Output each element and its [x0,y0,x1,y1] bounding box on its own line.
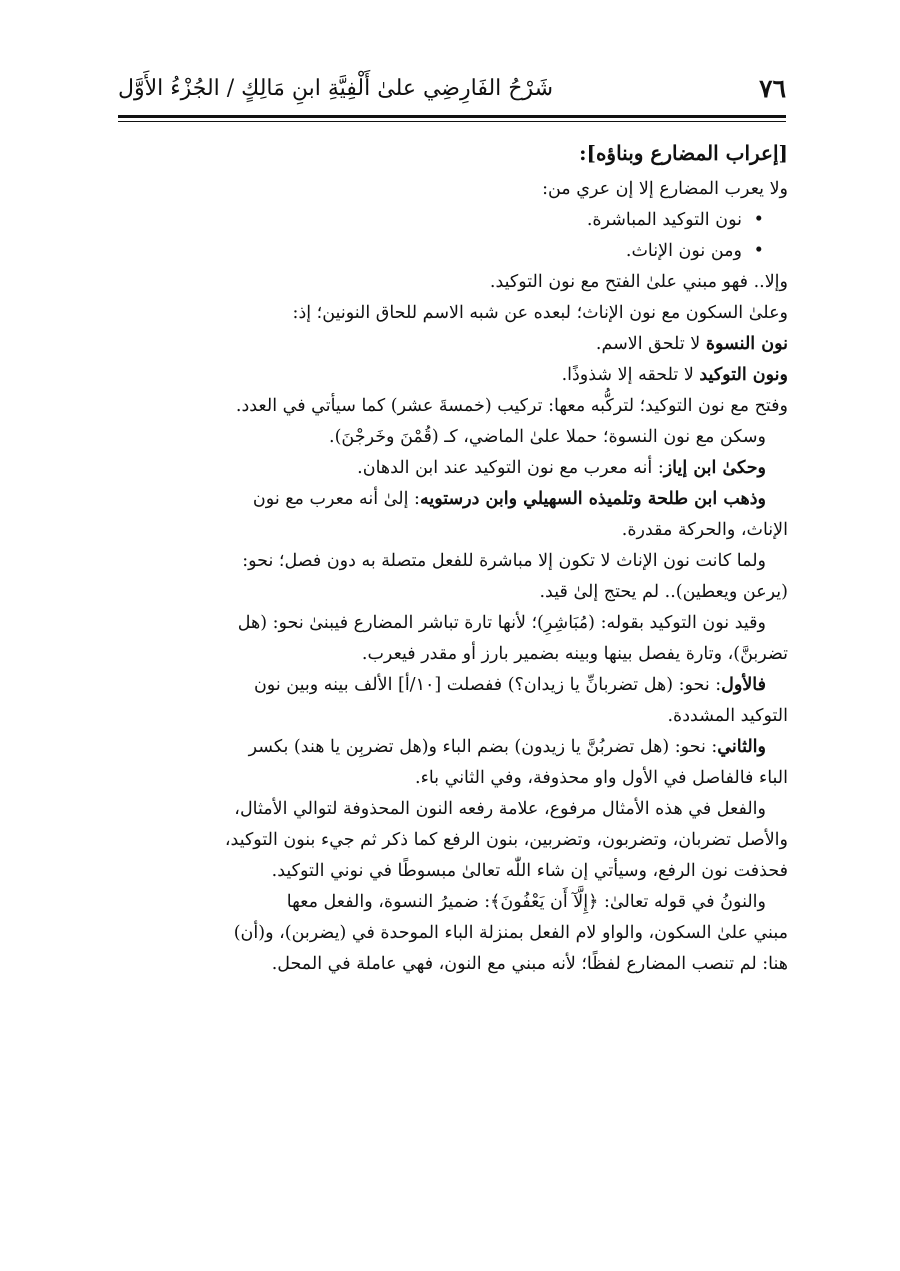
text-line [110,670,788,701]
text-line [110,546,788,577]
line-text: : إلىٰ أنه معرب مع نون [252,489,420,509]
bold-term: وحكىٰ ابن إياز [663,458,766,478]
line-text: لا تلحقه إلا شذوذًا. [561,365,700,385]
line-text: الباء فالفاصل في الأول واو محذوفة، وفي الثاني باء. [415,768,788,788]
line-text: ولما كانت نون الإناث لا تكون إلا مباشرة للفعل متصلة به دون فصل؛ نحو: [242,551,766,571]
text-line [110,329,788,360]
line-text: (يرعن ويعطين).. لم يحتج إلىٰ قيد. [539,582,788,602]
text-line [110,577,788,608]
text-line [110,732,788,763]
header-rule-thick [118,115,786,118]
line-text: مبني علىٰ السكون، والواو لام الفعل بمنزلة الباء الموحدة في (يضربن)، و(أن) [233,923,788,943]
line-text: وقيد نون التوكيد بقوله: (مُبَاشِرِ)؛ لأنها تارة تباشر المضارع فيبنىٰ نحو: (هل [237,613,766,633]
line-text: هنا: لم تنصب المضارع لفظًا؛ لأنه مبني مع النون، فهي عاملة في المحل. [271,954,788,974]
line-text: ولا يعرب المضارع إلا إن عري من: [542,179,788,199]
page-header [118,68,786,112]
bold-term: فالأول [721,675,766,695]
line-text: وفتح مع نون التوكيد؛ لتركُّبه معها: تركيب (خمسةَ عشر) كما سيأتي في العدد. [235,396,788,416]
text-line [110,639,788,670]
text-line [110,453,788,484]
text-line [110,267,788,298]
section-heading: [إعراب المضارع وبناؤه]: [579,141,788,165]
line-text: فحذفت نون الرفع، وسيأتي إن شاء اللّٰه تعالىٰ مبسوطًا في نوني التوكيد. [271,861,788,881]
page-number: ٧٦ [759,74,786,103]
text-line [110,608,788,639]
bold-term: وذهب ابن طلحة وتلميذه السهيلي وابن درستويه [419,489,766,509]
line-text: ومن نون الإناث. [625,241,742,261]
text-line [110,918,788,949]
text-line [110,515,788,546]
bold-term: والثاني [717,737,766,757]
running-title: شَرْحُ الفَارِضِي علىٰ أَلْفِيَّةِ ابنِ مَالِكٍ / الجُزْءُ الأَوَّل [118,76,554,101]
text-line [110,825,788,856]
text-line [110,701,788,732]
bullet-item [110,205,788,236]
text-line [110,391,788,422]
bold-term: ونون التوكيد [699,365,788,385]
bullet-item [110,236,788,267]
text-line [110,484,788,515]
line-text: والأصل تضربان، وتضربون، وتضربين، بنون الرفع كما ذكر ثم جيء بنون التوكيد، [224,830,788,850]
text-line [110,298,788,329]
line-text: : أنه معرب مع نون التوكيد عند ابن الدهان. [357,458,664,478]
line-text: وعلىٰ السكون مع نون الإناث؛ لبعده عن شبه الاسم للحاق النونين؛ إذ: [292,303,788,323]
bold-term: نون النسوة [705,334,788,354]
line-text: الإناث، والحركة مقدرة. [621,520,788,540]
body-text [110,134,788,980]
line-text: والنونُ في قوله تعالىٰ: ﴿إِلَّآ أَن يَعْفُونَ﴾: ضميرُ النسوة، والفعل معها [286,892,766,912]
text-line [110,174,788,205]
line-text: نون التوكيد المباشرة. [586,210,742,230]
line-text: لا تلحق الاسم. [595,334,706,354]
line-text: : نحو: (هل تضربُنَّ يا زيدون) بضم الباء و(هل تضربِن يا هند) بكسر [248,737,718,757]
line-text: تضربنَّ)، وتارة يفصل بينها وبينه بضمير بارز أو مقدر فيعرب. [361,644,788,664]
line-text: التوكيد المشددة. [667,706,788,726]
text-line [110,360,788,391]
text-line [110,887,788,918]
line-text: : نحو: (هل تضربانِّ يا زيدان؟) ففصلت [١٠/أ] الألف بينه وبين نون [253,675,722,695]
text-line [110,856,788,887]
text-line [110,794,788,825]
header-rule-thin [118,121,786,122]
line-text: وسكن مع نون النسوة؛ حملا علىٰ الماضي، كـ (قُمْنَ وخَرجْنَ). [329,427,766,447]
text-line [110,763,788,794]
line-text: وإلا.. فهو مبني علىٰ الفتح مع نون التوكيد. [489,272,788,292]
text-line [110,949,788,980]
text-line [110,422,788,453]
line-text: والفعل في هذه الأمثال مرفوع، علامة رفعه النون المحذوفة لتوالي الأمثال، [234,799,766,819]
